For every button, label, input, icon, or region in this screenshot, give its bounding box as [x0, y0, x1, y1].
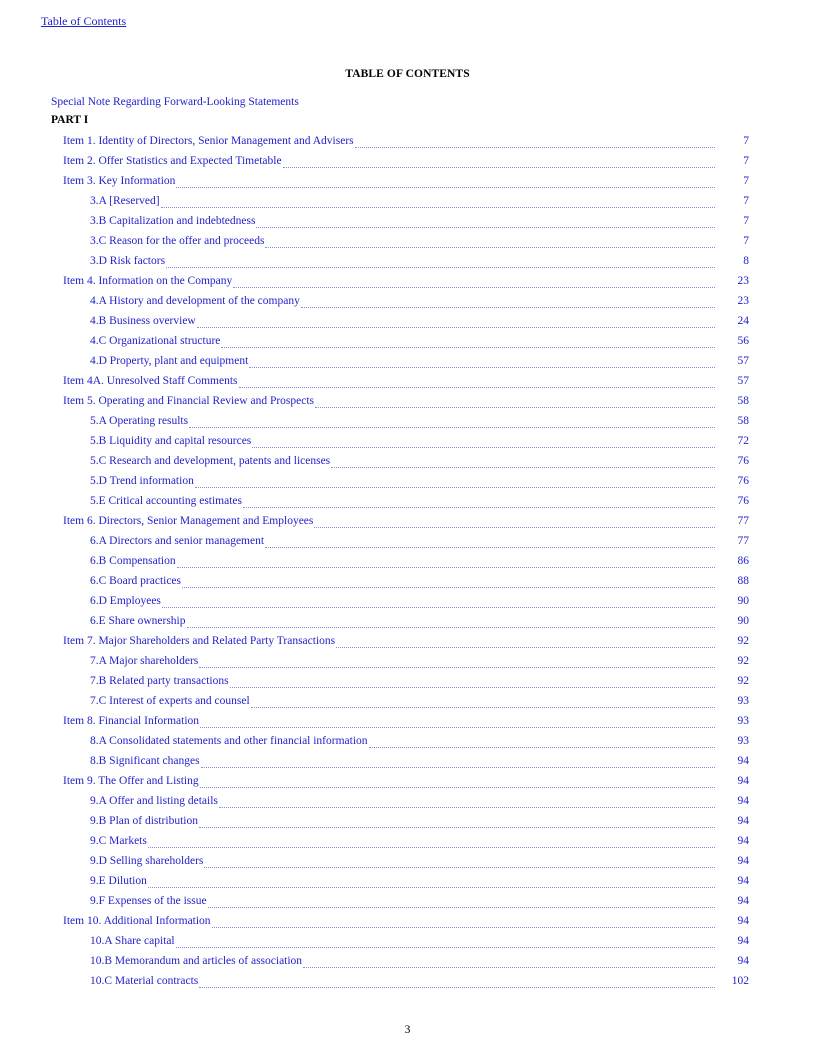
dot-leader — [199, 826, 715, 828]
toc-entry-page[interactable]: 94 — [737, 855, 749, 867]
toc-entry-label[interactable]: 5.D Trend information — [90, 475, 194, 487]
toc-entry — [90, 535, 717, 551]
special-note-link[interactable]: Special Note Regarding Forward-Looking Statements — [51, 96, 299, 108]
dot-leader — [204, 866, 715, 868]
toc-entry-page[interactable]: 94 — [737, 895, 749, 907]
toc-subitem[interactable] — [0, 792, 815, 812]
toc-entry-page[interactable]: 58 — [737, 415, 749, 427]
toc-entry — [90, 975, 717, 991]
toc-entry — [90, 315, 717, 331]
toc-entry-label[interactable]: Item 7. Major Shareholders and Related Party Transactions — [63, 635, 336, 647]
toc-entry-label[interactable]: 5.C Research and development, patents and licenses — [90, 455, 331, 467]
toc-entry — [63, 635, 717, 651]
toc-entry-page[interactable]: 94 — [737, 835, 749, 847]
toc-entry-label[interactable]: 10.B Memorandum and articles of association — [90, 955, 303, 967]
toc-entry-label[interactable]: 9.A Offer and listing details — [90, 795, 218, 807]
toc-entry — [90, 835, 717, 851]
toc-entry — [90, 595, 717, 611]
toc-entry-label[interactable]: Item 10. Additional Information — [63, 915, 211, 927]
toc-entry-label[interactable]: Item 3. Key Information — [63, 175, 176, 187]
dot-leader — [249, 366, 715, 368]
toc-entry-label[interactable]: 10.C Material contracts — [90, 975, 199, 987]
toc-subitem[interactable] — [0, 352, 815, 372]
toc-subitem[interactable] — [0, 452, 815, 472]
toc-entry-page[interactable]: 94 — [737, 815, 749, 827]
toc-entry-page[interactable]: 88 — [737, 575, 749, 587]
toc-subitem[interactable] — [0, 492, 815, 512]
toc-entry — [63, 395, 717, 411]
toc-entry-page[interactable]: 7 — [743, 135, 749, 147]
toc-entry-page[interactable]: 86 — [737, 555, 749, 567]
toc-entry — [90, 615, 717, 631]
toc-subitem[interactable] — [0, 552, 815, 572]
toc-subitem[interactable] — [0, 852, 815, 872]
toc-subitem[interactable] — [0, 692, 815, 712]
toc-entry-page[interactable]: 24 — [737, 315, 749, 327]
toc-entry — [90, 955, 717, 971]
toc-entry — [63, 275, 717, 291]
toc-entry-page[interactable]: 57 — [737, 375, 749, 387]
toc-subitem[interactable] — [0, 732, 815, 752]
toc-entry-label[interactable]: Item 9. The Offer and Listing — [63, 775, 199, 787]
dot-leader — [201, 766, 715, 768]
toc-entry — [63, 715, 717, 731]
dot-leader — [315, 406, 715, 408]
toc-entry-page[interactable]: 76 — [737, 475, 749, 487]
toc-entry-label[interactable]: 9.C Markets — [90, 835, 147, 847]
dot-leader — [256, 226, 715, 228]
toc-subitem[interactable] — [0, 332, 815, 352]
toc-entry-page[interactable]: 94 — [737, 955, 749, 967]
dot-leader — [301, 306, 715, 308]
dot-leader — [199, 986, 715, 988]
toc-entry — [63, 515, 717, 531]
dot-leader — [148, 886, 715, 888]
toc-entry-page[interactable]: 94 — [737, 875, 749, 887]
dot-leader — [303, 966, 715, 968]
toc-entry-page[interactable]: 92 — [737, 675, 749, 687]
toc-item[interactable] — [0, 392, 815, 412]
toc-entry-page[interactable]: 94 — [737, 935, 749, 947]
toc-entry-label[interactable]: 5.E Critical accounting estimates — [90, 495, 243, 507]
dot-leader — [230, 686, 715, 688]
toc-entry-page[interactable]: 94 — [737, 795, 749, 807]
toc-entry-label[interactable]: 10.A Share capital — [90, 935, 175, 947]
toc-entry-page[interactable]: 56 — [737, 335, 749, 347]
toc-subitem[interactable] — [0, 612, 815, 632]
toc-subitem[interactable] — [0, 252, 815, 272]
toc-entry-page[interactable]: 77 — [737, 535, 749, 547]
toc-entry-page[interactable]: 94 — [737, 915, 749, 927]
toc-entry-page[interactable]: 23 — [737, 295, 749, 307]
dot-leader — [200, 726, 715, 728]
toc-entry — [90, 495, 717, 511]
dot-leader — [233, 286, 715, 288]
dot-leader — [314, 526, 715, 528]
toc-subitem[interactable] — [0, 932, 815, 952]
toc-entry-page[interactable]: 90 — [737, 595, 749, 607]
toc-entry-page[interactable]: 7 — [743, 235, 749, 247]
toc-entry-label[interactable]: 4.A History and development of the company — [90, 295, 300, 307]
toc-subitem[interactable] — [0, 532, 815, 552]
toc-entry-label[interactable]: 6.E Share ownership — [90, 615, 186, 627]
dot-leader — [355, 146, 715, 148]
toc-entry — [90, 895, 717, 911]
dot-leader — [195, 486, 715, 488]
toc-entry — [63, 915, 717, 931]
toc-entry-label[interactable]: 7.C Interest of experts and counsel — [90, 695, 250, 707]
toc-subitem[interactable] — [0, 752, 815, 772]
toc-entry — [90, 875, 717, 891]
toc-entry-page[interactable]: 92 — [737, 635, 749, 647]
dot-leader — [243, 506, 715, 508]
dot-leader — [197, 326, 715, 328]
toc-entry-page[interactable]: 94 — [737, 775, 749, 787]
dot-leader — [208, 906, 715, 908]
toc-entry-label[interactable]: 3.C Reason for the offer and proceeds — [90, 235, 265, 247]
toc-entry-page[interactable]: 7 — [743, 175, 749, 187]
toc-entry-label[interactable]: Item 6. Directors, Senior Management and Employees — [63, 515, 314, 527]
toc-subitem[interactable] — [0, 812, 815, 832]
dot-leader — [265, 546, 715, 548]
part-heading: PART I — [51, 114, 89, 126]
toc-subitem[interactable] — [0, 312, 815, 332]
dot-leader — [148, 846, 715, 848]
toc-subitem[interactable] — [0, 892, 815, 912]
dot-leader — [212, 926, 715, 928]
toc-entry — [63, 775, 717, 791]
toc-entry-label[interactable]: 5.B Liquidity and capital resources — [90, 435, 252, 447]
toc-entry — [90, 815, 717, 831]
toc-subitem[interactable] — [0, 592, 815, 612]
dot-leader — [182, 586, 715, 588]
toc-entry-page[interactable]: 93 — [737, 695, 749, 707]
page-title: TABLE OF CONTENTS — [345, 68, 470, 80]
toc-entry — [90, 235, 717, 251]
toc-entry-page[interactable]: 93 — [737, 715, 749, 727]
toc-entry-label[interactable]: 6.A Directors and senior management — [90, 535, 265, 547]
toc-entry-label[interactable]: 6.C Board practices — [90, 575, 182, 587]
toc-entry-label[interactable]: 9.E Dilution — [90, 875, 147, 887]
dot-leader — [176, 186, 715, 188]
toc-entry-page[interactable]: 90 — [737, 615, 749, 627]
dot-leader — [187, 626, 716, 628]
toc-entry-label[interactable]: 4.C Organizational structure — [90, 335, 221, 347]
toc-item[interactable] — [0, 372, 815, 392]
toc-item[interactable] — [0, 512, 815, 532]
toc-entry — [63, 175, 717, 191]
toc-subitem[interactable] — [0, 652, 815, 672]
toc-entry-page[interactable]: 76 — [737, 455, 749, 467]
toc-entry-page[interactable]: 23 — [737, 275, 749, 287]
toc-entry — [90, 735, 717, 751]
toc-entry — [63, 135, 717, 151]
toc-entry-label[interactable]: 9.B Plan of distribution — [90, 815, 198, 827]
toc-entry — [90, 695, 717, 711]
toc-entry-label[interactable]: Item 8. Financial Information — [63, 715, 200, 727]
toc-entry-label[interactable]: 3.D Risk factors — [90, 255, 166, 267]
toc-entry-label[interactable]: Item 5. Operating and Financial Review and Prospects — [63, 395, 315, 407]
toc-item[interactable] — [0, 632, 815, 652]
dot-leader — [265, 246, 715, 248]
toc-entry-page[interactable]: 57 — [737, 355, 749, 367]
toc-entry — [90, 335, 717, 351]
dot-leader — [251, 706, 715, 708]
toc-entry — [90, 355, 717, 371]
toc-entry-page[interactable]: 77 — [737, 515, 749, 527]
toc-item[interactable] — [0, 712, 815, 732]
toc-item[interactable] — [0, 172, 815, 192]
toc-entry-label[interactable]: 3.B Capitalization and indebtedness — [90, 215, 256, 227]
toc-entry — [90, 555, 717, 571]
dot-leader — [252, 446, 715, 448]
toc-subitem[interactable] — [0, 832, 815, 852]
toc-entry — [63, 375, 717, 391]
dot-leader — [199, 666, 715, 668]
toc-entry-label[interactable]: 5.A Operating results — [90, 415, 189, 427]
toc-entry-page[interactable]: 72 — [737, 435, 749, 447]
toc-entry — [90, 675, 717, 691]
toc-item[interactable] — [0, 912, 815, 932]
dot-leader — [283, 166, 715, 168]
toc-entry — [90, 475, 717, 491]
dot-leader — [200, 786, 715, 788]
dot-leader — [369, 746, 715, 748]
toc-subitem[interactable] — [0, 412, 815, 432]
toc-subitem[interactable] — [0, 192, 815, 212]
toc-subitem[interactable] — [0, 212, 815, 232]
toc-entry-page[interactable]: 7 — [743, 155, 749, 167]
toc-item[interactable] — [0, 152, 815, 172]
toc-item[interactable] — [0, 272, 815, 292]
toc-entry — [90, 295, 717, 311]
toc-entry-label[interactable]: 4.B Business overview — [90, 315, 196, 327]
toc-entry-label[interactable]: 7.B Related party transactions — [90, 675, 229, 687]
toc-entry-label[interactable]: Item 1. Identity of Directors, Senior Management and Advisers — [63, 135, 354, 147]
toc-entry-label[interactable]: 9.D Selling shareholders — [90, 855, 204, 867]
dot-leader — [336, 646, 715, 648]
toc-entry-page[interactable]: 8 — [743, 255, 749, 267]
toc-subitem[interactable] — [0, 232, 815, 252]
toc-list — [0, 132, 815, 992]
dot-leader — [166, 266, 715, 268]
toc-item[interactable] — [0, 772, 815, 792]
page-number: 3 — [404, 1024, 411, 1036]
toc-subitem[interactable] — [0, 432, 815, 452]
toc-entry-page[interactable]: 102 — [731, 975, 749, 987]
dot-leader — [177, 566, 715, 568]
toc-subitem[interactable] — [0, 672, 815, 692]
toc-entry-page[interactable]: 7 — [743, 195, 749, 207]
toc-entry-label[interactable]: 9.F Expenses of the issue — [90, 895, 207, 907]
toc-entry-label[interactable]: 6.D Employees — [90, 595, 161, 607]
toc-entry-page[interactable]: 93 — [737, 735, 749, 747]
toc-entry — [90, 755, 717, 771]
toc-entry-label[interactable]: 4.D Property, plant and equipment — [90, 355, 249, 367]
toc-entry-label[interactable]: Item 4. Information on the Company — [63, 275, 233, 287]
dot-leader — [219, 806, 715, 808]
toc-entry — [90, 195, 717, 211]
toc-subitem[interactable] — [0, 572, 815, 592]
dot-leader — [331, 466, 715, 468]
toc-subitem[interactable] — [0, 472, 815, 492]
toc-entry-label[interactable]: 8.A Consolidated statements and other financial information — [90, 735, 368, 747]
toc-entry-label[interactable]: 3.A [Reserved] — [90, 195, 160, 207]
toc-entry — [63, 155, 717, 171]
dot-leader — [239, 386, 716, 388]
toc-entry — [90, 855, 717, 871]
toc-entry — [90, 255, 717, 271]
toc-entry-page[interactable]: 58 — [737, 395, 749, 407]
toc-item[interactable] — [0, 132, 815, 152]
toc-entry — [90, 415, 717, 431]
table-of-contents-link[interactable]: Table of Contents — [41, 14, 127, 28]
toc-entry-label[interactable]: 8.B Significant changes — [90, 755, 200, 767]
dot-leader — [161, 206, 715, 208]
dot-leader — [189, 426, 715, 428]
toc-entry-page[interactable]: 76 — [737, 495, 749, 507]
toc-entry — [90, 935, 717, 951]
dot-leader — [221, 346, 715, 348]
toc-entry — [90, 435, 717, 451]
toc-entry-label[interactable]: 7.A Major shareholders — [90, 655, 199, 667]
toc-entry — [90, 455, 717, 471]
toc-entry-page[interactable]: 92 — [737, 655, 749, 667]
toc-subitem[interactable] — [0, 292, 815, 312]
toc-entry-label[interactable]: 6.B Compensation — [90, 555, 176, 567]
dot-leader — [176, 946, 715, 948]
toc-entry-page[interactable]: 7 — [743, 215, 749, 227]
toc-entry — [90, 215, 717, 231]
toc-entry-label[interactable]: Item 4A. Unresolved Staff Comments — [63, 375, 238, 387]
toc-entry-page[interactable]: 94 — [737, 755, 749, 767]
toc-entry-label[interactable]: Item 2. Offer Statistics and Expected Timetable — [63, 155, 282, 167]
toc-entry — [90, 795, 717, 811]
toc-subitem[interactable] — [0, 952, 815, 972]
dot-leader — [162, 606, 715, 608]
toc-entry — [90, 575, 717, 591]
toc-subitem[interactable] — [0, 872, 815, 892]
toc-subitem[interactable] — [0, 972, 815, 992]
toc-entry — [90, 655, 717, 671]
